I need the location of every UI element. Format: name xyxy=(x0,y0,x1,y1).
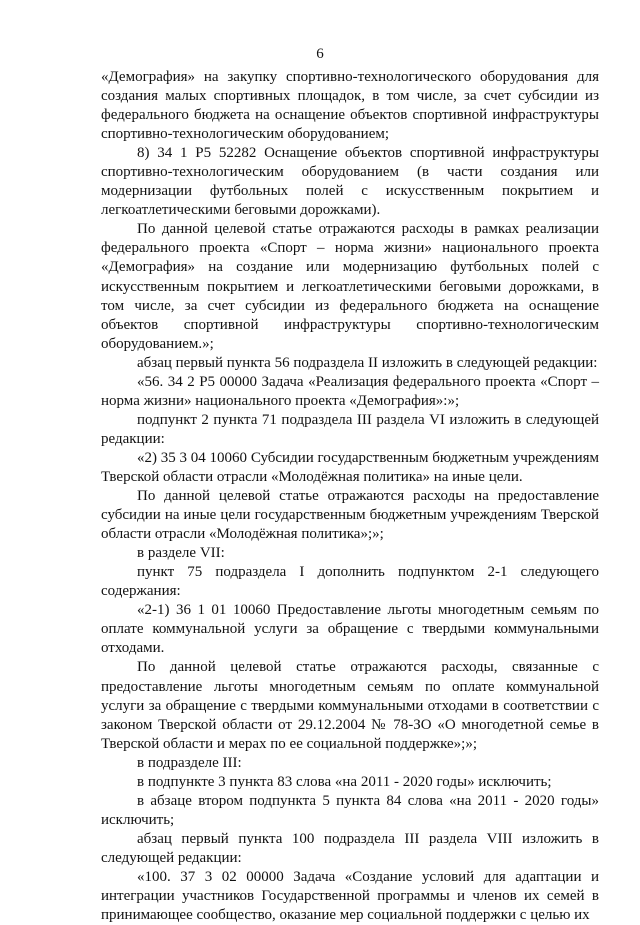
paragraph: подпункт 2 пункта 71 подраздела III раздела VI изложить в следующей редакции: xyxy=(101,411,599,447)
paragraph: в разделе VII: xyxy=(137,545,225,562)
paragraph: «56. 34 2 Р5 00000 Задача «Реализация федерального проекта «Спорт – норма жизни» национального проекта «Демография»:»; xyxy=(101,373,599,409)
paragraph: абзац первый пункта 56 подраздела II изложить в следующей редакции: xyxy=(137,354,598,371)
paragraph: По данной целевой статье отражаются расходы в рамках реализации федерального проекта «Спорт – норма жизни» национального проекта «Демография» на создание или модернизацию футбольных полей с искусственным покрытием и легкоатлетическими беговыми дорожками, в том числе, за счет субсидии из федерального бюджета на оснащение объектов спортивной инфраструктуры спортивно-технологическим оборудованием.»; xyxy=(101,221,599,352)
paragraph: «2) 35 3 04 10060 Субсидии государственным бюджетным учреждениям Тверской области отрасли «Молодёжная политика» на иные цели. xyxy=(101,449,599,485)
paragraph: в абзаце втором подпункта 5 пункта 84 слова «на 2011 - 2020 годы» исключить; xyxy=(101,792,599,828)
paragraph: «2-1) 36 1 01 10060 Предоставление льготы многодетным семьям по оплате коммунальной услуги за обращение с твердыми коммунальными отходами. xyxy=(101,602,599,657)
paragraph: пункт 75 подраздела I дополнить подпунктом 2-1 следующего содержания: xyxy=(101,564,599,600)
paragraph: 8) 34 1 Р5 52282 Оснащение объектов спортивной инфраструктуры спортивно-технологическим оборудованием (в части создания или модернизации футбольных полей с искусственным покрытием и легкоатлетическими беговыми дорожками). xyxy=(101,145,599,219)
paragraph: «Демография» на закупку спортивно-технологического оборудования для создания малых спортивных площадок, в том числе, за счет субсидии из федерального бюджета на оснащение объектов спортивной инфраструктуры спортивно-технологическим оборудованием; xyxy=(101,69,599,143)
paragraph: в подпункте 3 пункта 83 слова «на 2011 - 2020 годы» исключить; xyxy=(137,773,552,790)
paragraph: абзац первый пункта 100 подраздела III раздела VIII изложить в следующей редакции: xyxy=(101,830,599,866)
paragraph: в подразделе III: xyxy=(137,754,242,771)
document-body xyxy=(101,68,599,925)
paragraph: По данной целевой статье отражаются расходы, связанные с предоставление льготы многодетным семьям по оплате коммунальной услуги за обращение с твердыми коммунальными отходами в соответствии с законом Тверской области от 29.12.2004 № 78-ЗО «О многодетной семье в Тверской области и мерах по ее социальной поддержке»;»; xyxy=(101,659,599,752)
paragraph: По данной целевой статье отражаются расходы на предоставление субсидии на иные цели государственным бюджетным учреждениям Тверской области отрасли «Молодёжная политика»;»; xyxy=(101,488,599,543)
paragraph: «100. 37 3 02 00000 Задача «Создание условий для адаптации и интеграции участников Государственной программы и членов их семей в принимающее сообщество, оказание мер социальной поддержки с целью их xyxy=(101,868,599,924)
page-number: 6 xyxy=(316,46,324,62)
